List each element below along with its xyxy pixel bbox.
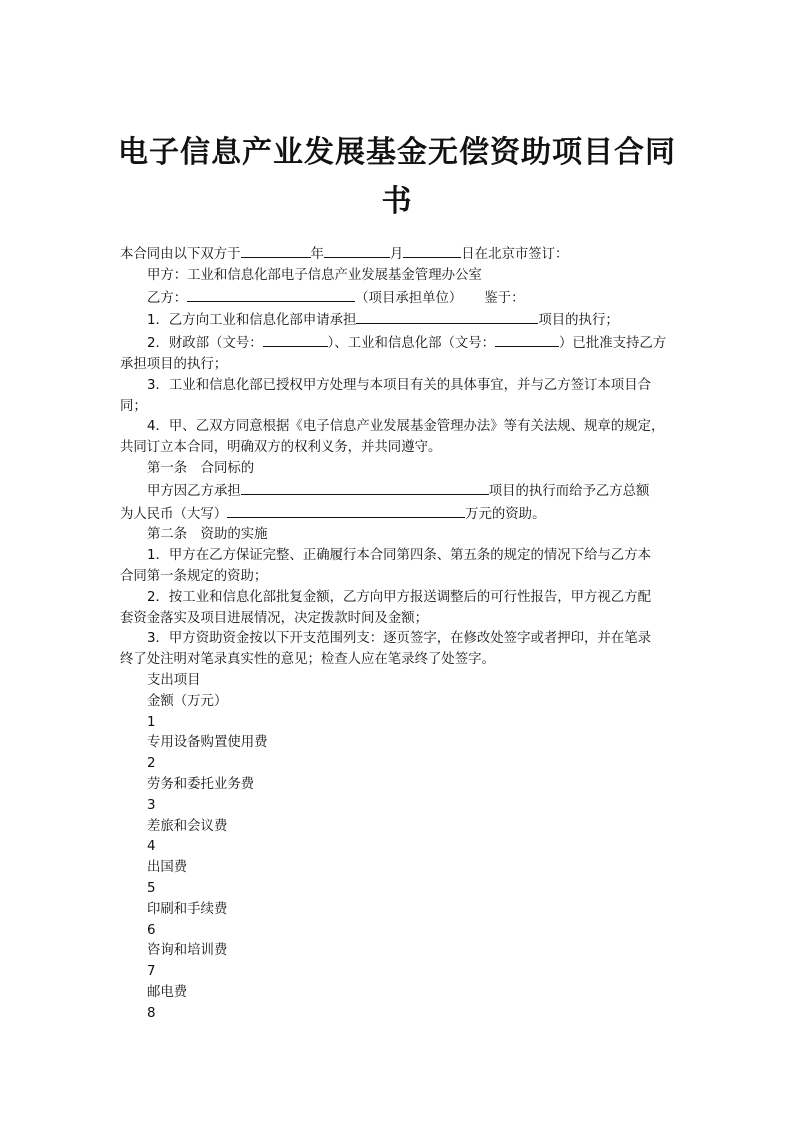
whereas-2 [120, 332, 680, 355]
expense-col-header-amount: 金额（万元） [147, 693, 228, 709]
whereas-2-mid: ）、工业和信息化部（文号： [327, 336, 496, 352]
whereas-1 [120, 309, 680, 332]
expense-table [120, 671, 680, 1025]
article-2-clause-3-cont: 终了处注明对笔录真实性的意见；检查人应在笔录终了处签字。 [120, 652, 495, 668]
day-blank [403, 243, 461, 258]
intro-line [120, 243, 680, 266]
article-1-project-blank [241, 480, 489, 495]
expense-name: 咨询和培训费 [147, 943, 228, 959]
party-a-line: 甲方：工业和信息化部电子信息产业发展基金管理办公室 [147, 267, 482, 283]
month-blank [324, 243, 390, 258]
expense-name: 专用设备购置使用费 [147, 735, 268, 751]
expense-no: 1 [147, 714, 156, 730]
whereas-2-text: 2．财政部（文号： [147, 336, 263, 352]
party-b-label: 乙方： [147, 290, 188, 306]
article-2-clause-1-cont: 合同第一条规定的资助； [120, 568, 268, 584]
year-blank [241, 243, 311, 258]
document-title-line2: 书 [381, 184, 413, 219]
expense-name: 印刷和手续费 [147, 901, 228, 917]
article-2-clause-1: 1．甲方在乙方保证完整、正确履行本合同第四条、第五条的规定的情况下给与乙方本 [147, 548, 651, 564]
article-1-text-end: 项目的执行而给予乙方总额 [488, 483, 650, 499]
article-2-heading: 第二条 资助的实施 [147, 527, 268, 543]
expense-no: 6 [147, 922, 156, 938]
article-1-heading: 第一条 合同标的 [147, 460, 255, 476]
intro-text: 本合同由以下双方于 [120, 247, 241, 262]
whereas-1-text: 1．乙方向工业和信息化部申请承担 [147, 313, 357, 329]
article-2-clause-2: 2．按工业和信息化部批复金额，乙方向甲方报送调整后的可行性报告，甲方视乙方配 [147, 589, 651, 605]
expense-name: 邮电费 [147, 984, 188, 1000]
party-b-note: （项目承担单位） [355, 290, 463, 306]
expense-name: 出国费 [147, 860, 188, 876]
mof-doc-no-blank [263, 332, 328, 347]
whereas-2-cont: 承担项目的执行； [120, 356, 228, 372]
month-label: 月 [389, 247, 404, 262]
amount-label: 为人民币（大写） [120, 506, 228, 522]
whereas-2-end: ）已批准支持乙方 [559, 336, 667, 352]
whereas-4: 4．甲、乙双方同意根据《电子信息产业发展基金管理办法》等有关法规、规章的规定， [147, 419, 665, 435]
article-2-clause-3: 3．甲方资助资金按以下开支范围列支：逐页签字，在修改处签字或者押印，并在笔录 [147, 631, 651, 647]
expense-no: 2 [147, 756, 156, 772]
article-1-line2 [120, 503, 680, 526]
expense-no: 7 [147, 964, 156, 980]
whereas-label: 鉴于： [484, 290, 525, 306]
amount-blank [227, 503, 465, 518]
contract-body [120, 243, 680, 1024]
project-blank [356, 309, 538, 324]
expense-no: 8 [147, 1005, 156, 1021]
expense-col-header-item: 支出项目 [147, 672, 201, 688]
expense-no: 3 [147, 797, 156, 813]
year-label: 年 [310, 247, 324, 262]
expense-no: 5 [147, 880, 156, 896]
document-title-line1: 电子信息产业发展基金无偿资助项目合同 [118, 135, 676, 170]
expense-name: 劳务和委托业务费 [147, 776, 255, 792]
expense-name: 差旅和会议费 [147, 818, 228, 834]
whereas-3: 3．工业和信息化部已授权甲方处理与本项目有关的具体事宜，并与乙方签订本项目合 [147, 377, 651, 393]
expense-no: 4 [147, 839, 156, 855]
party-b-blank [187, 287, 355, 302]
whereas-3-cont: 同； [120, 398, 147, 414]
article-1-line1 [120, 480, 680, 503]
party-b-line [120, 287, 680, 310]
article-1-text: 甲方因乙方承担 [147, 483, 241, 499]
whereas-4-cont: 共同订立本合同，明确双方的权利义务，并共同遵守。 [120, 440, 442, 456]
amount-end: 万元的资助。 [465, 506, 546, 522]
article-2-clause-2-cont: 套资金落实及项目进展情况，决定拨款时间及金额； [120, 610, 428, 626]
whereas-1-end: 项目的执行； [538, 313, 619, 329]
day-label: 日在北京市签订： [461, 247, 569, 262]
miit-doc-no-blank [495, 332, 559, 347]
